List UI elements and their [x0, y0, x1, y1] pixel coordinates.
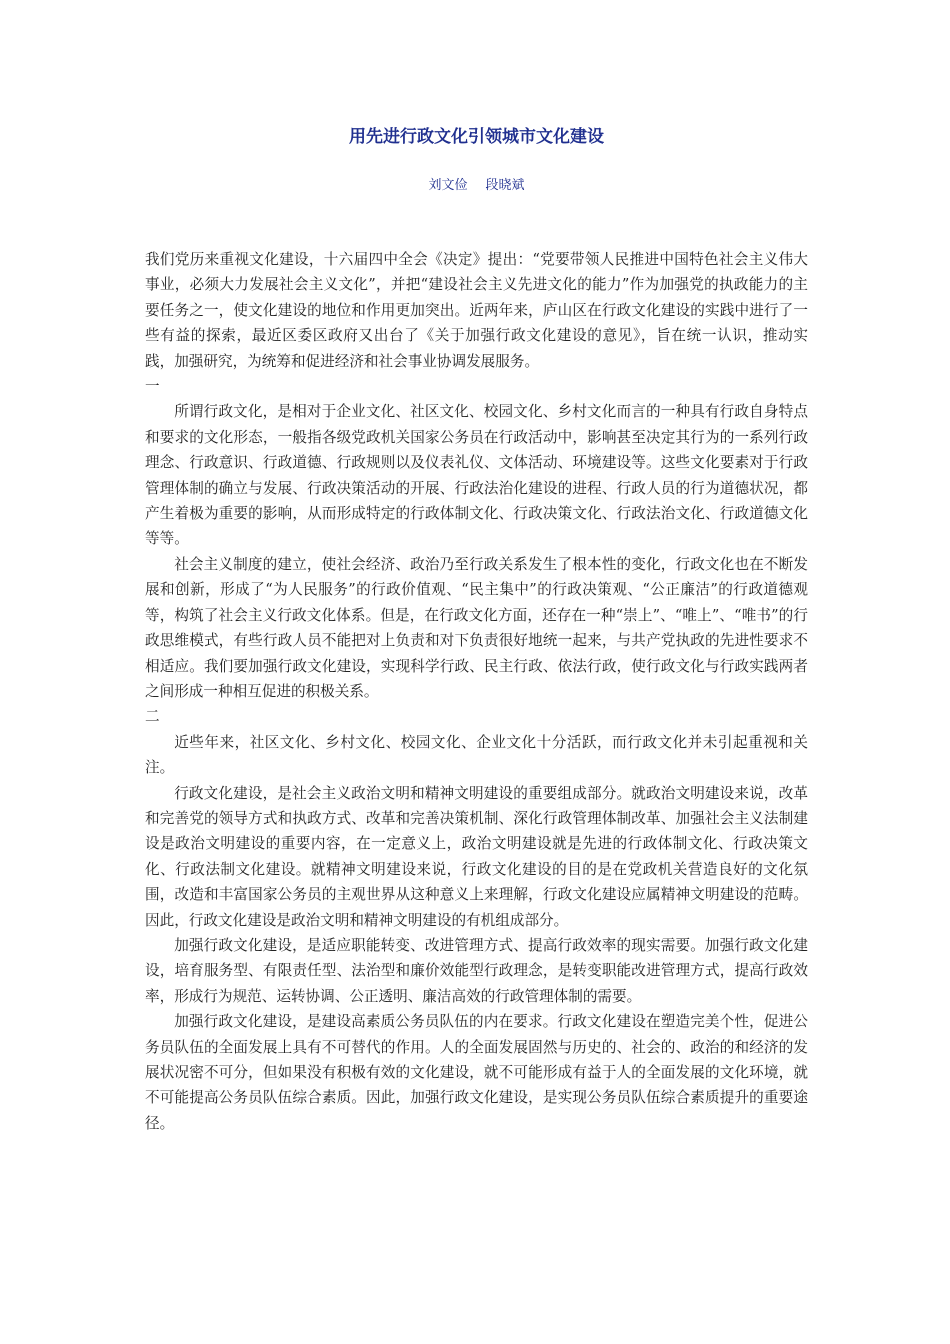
- document-body: [145, 247, 808, 1136]
- author-line: [145, 177, 808, 195]
- section-number: 二: [145, 708, 160, 726]
- section-number: 一: [145, 378, 160, 396]
- document-page: [145, 0, 808, 1136]
- paragraph: 所谓行政文化，是相对于企业文化、社区文化、校园文化、乡村文化而言的一种具有行政自身特点和要求的文化形态，一般指各级党政机关国家公务员在行政活动中，影响甚至决定其行为的一系列行政理念、行政意识、行政道德、行政规则以及仪表礼仪、文体活动、环境建设等。这些文化要素对于行政管理体制的确立与发展、行政决策活动的开展、行政法治化建设的进程、行政人员的行为道德状况，都产生着极为重要的影响，从而形成特定的行政体制文化、行政决策文化、行政法治文化、行政道德文化等等。: [145, 403, 808, 548]
- paragraph: 社会主义制度的建立，使社会经济、政治乃至行政关系发生了根本性的变化，行政文化也在不断发展和创新，形成了“为人民服务”的行政价值观、“民主集中”的行政决策观、“公正廉洁”的行政道德观等，构筑了社会主义行政文化体系。但是，在行政文化方面，还存在一种“崇上”、“唯上”、“唯书”的行政思维模式，有些行政人员不能把对上负责和对下负责很好地统一起来，与共产党执政的先进性要求不相适应。我们要加强行政文化建设，实现科学行政、民主行政、依法行政，使行政文化与行政实践两者之间形成一种相互促进的积极关系。: [145, 555, 808, 700]
- paragraph: 近些年来，社区文化、乡村文化、校园文化、企业文化十分活跃，而行政文化并未引起重视和关注。: [145, 733, 808, 777]
- author-name: 刘文俭: [428, 178, 468, 193]
- document-title: 用先进行政文化引领城市文化建设: [349, 127, 604, 147]
- paragraph: 我们党历来重视文化建设，十六届四中全会《决定》提出：“党要带领人民推进中国特色社会主义伟大事业，必须大力发展社会主义文化”，并把“建设社会主义先进文化的能力”作为加强党的执政能力的主要任务之一，使文化建设的地位和作用更加突出。近两年来，庐山区在行政文化建设的实践中进行了一些有益的探索，最近区委区政府又出台了《关于加强行政文化建设的意见》，旨在统一认识，推动实践，加强研究，为统筹和促进经济和社会事业协调发展服务。: [145, 251, 808, 370]
- paragraph: 加强行政文化建设，是建设高素质公务员队伍的内在要求。行政文化建设在塑造完美个性，促进公务员队伍的全面发展上具有不可替代的作用。人的全面发展固然与历史的、社会的、政治的和经济的发展状况密不可分，但如果没有积极有效的文化建设，就不可能形成有益于人的全面发展的文化环境，就不可能提高公务员队伍综合素质。因此，加强行政文化建设，是实现公务员队伍综合素质提升的重要途径。: [145, 1013, 808, 1132]
- paragraph: 加强行政文化建设，是适应职能转变、改进管理方式、提高行政效率的现实需要。加强行政文化建设，培育服务型、有限责任型、法治型和廉价效能型行政理念，是转变职能改进管理方式，提高行政效率，形成行为规范、运转协调、公正透明、廉洁高效的行政管理体制的需要。: [145, 936, 808, 1005]
- paragraph: 行政文化建设，是社会主义政治文明和精神文明建设的重要组成部分。就政治文明建设来说，改革和完善党的领导方式和执政方式、改革和完善决策机制、深化行政管理体制改革、加强社会主义法制建设是政治文明建设的重要内容，在一定意义上，政治文明建设就是先进的行政体制文化、行政决策文化、行政法制文化建设。就精神文明建设来说，行政文化建设的目的是在党政机关营造良好的文化氛围，改造和丰富国家公务员的主观世界从这种意义上来理解，行政文化建设应属精神文明建设的范畴。因此，行政文化建设是政治文明和精神文明建设的有机组成部分。: [145, 784, 808, 929]
- author-name: 段晓斌: [485, 178, 525, 193]
